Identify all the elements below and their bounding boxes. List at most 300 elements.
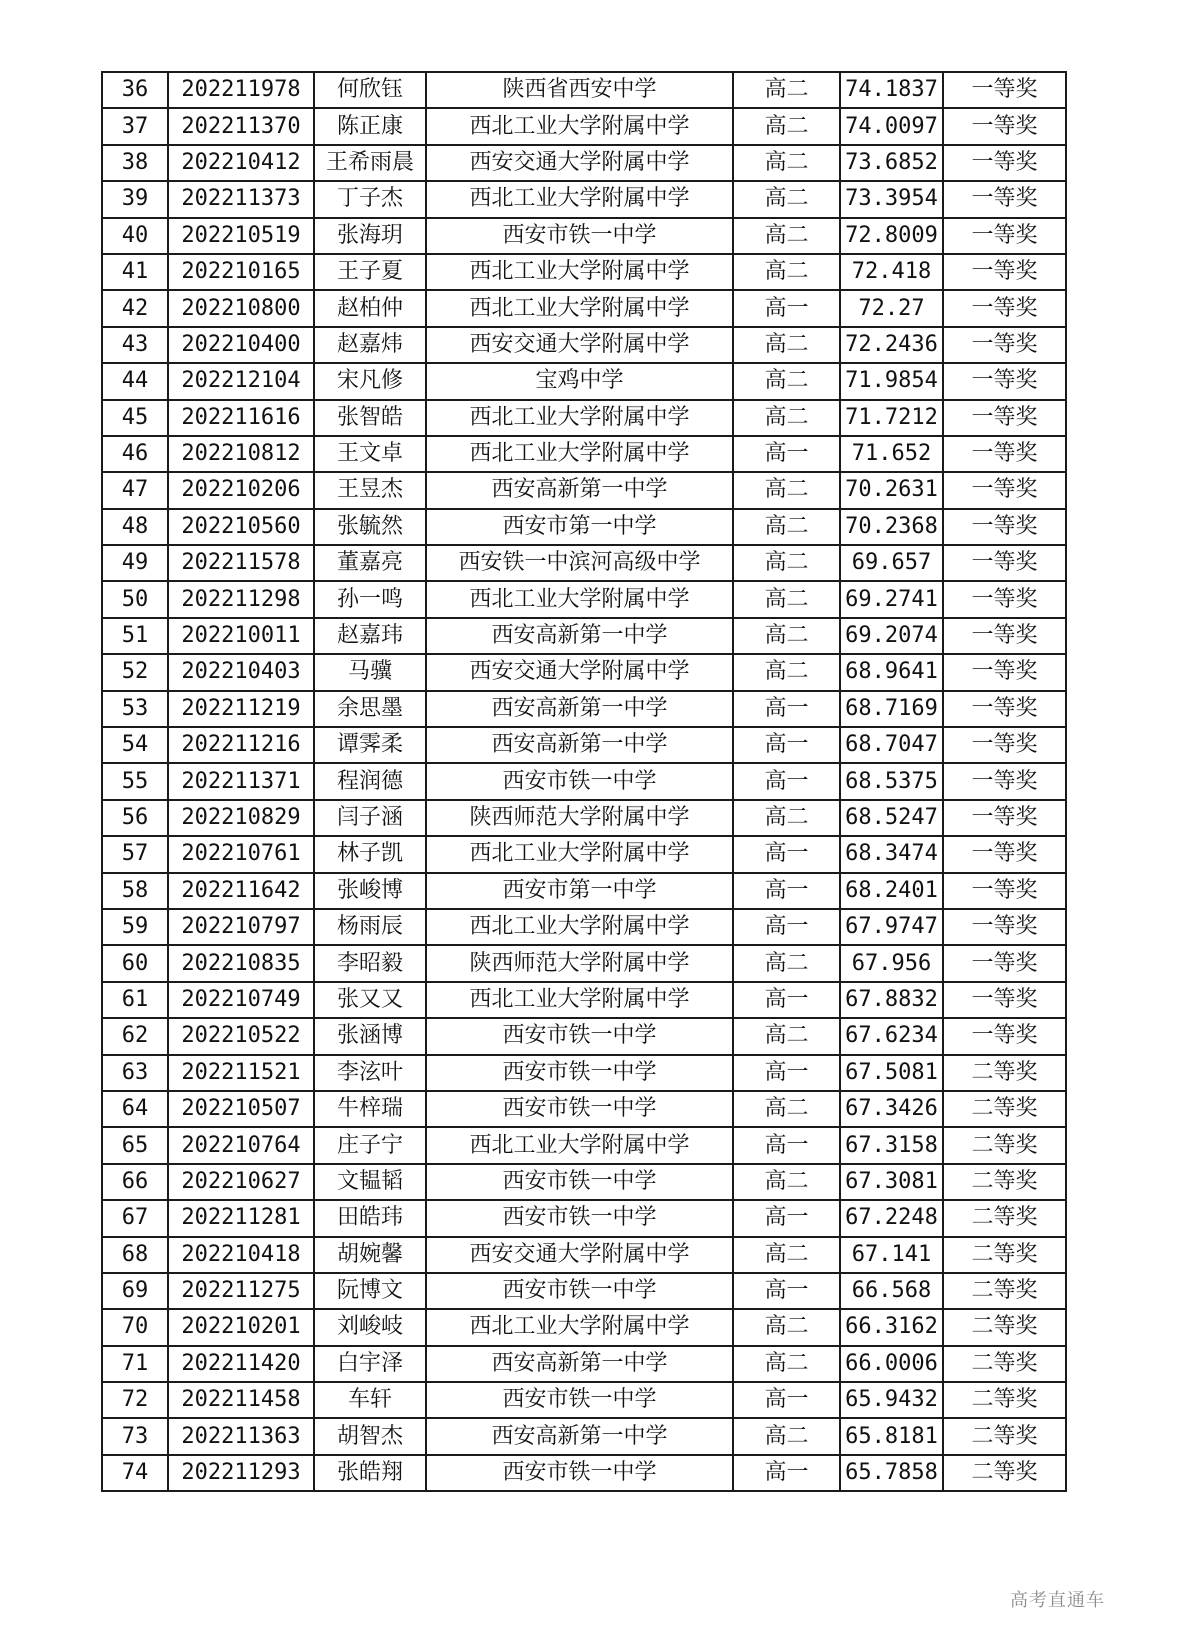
cell-school: 西安市铁一中学 — [426, 1455, 733, 1491]
cell-score: 68.7169 — [840, 691, 943, 727]
cell-school: 西北工业大学附属中学 — [426, 181, 733, 217]
table-row — [102, 618, 1066, 654]
cell-student-id: 202211370 — [168, 108, 314, 144]
cell-student-id: 202211978 — [168, 72, 314, 108]
cell-student-id: 202210400 — [168, 327, 314, 363]
cell-name: 闫子涵 — [314, 800, 426, 836]
cell-name: 王昱杰 — [314, 472, 426, 508]
cell-school: 西安高新第一中学 — [426, 1346, 733, 1382]
cell-grade: 高一 — [733, 1455, 840, 1491]
cell-score: 68.5375 — [840, 763, 943, 799]
cell-school: 西安市铁一中学 — [426, 1164, 733, 1200]
cell-student-id: 202211281 — [168, 1200, 314, 1236]
cell-index: 70 — [102, 1309, 168, 1345]
cell-score: 67.3426 — [840, 1091, 943, 1127]
cell-student-id: 202211420 — [168, 1346, 314, 1382]
cell-score: 68.3474 — [840, 836, 943, 872]
cell-grade: 高二 — [733, 618, 840, 654]
cell-student-id: 202211216 — [168, 727, 314, 763]
cell-index: 65 — [102, 1127, 168, 1163]
table-row — [102, 108, 1066, 144]
cell-score: 65.9432 — [840, 1382, 943, 1418]
table-row — [102, 873, 1066, 909]
cell-grade: 高一 — [733, 982, 840, 1018]
source-watermark: 高考直通车 — [1010, 1590, 1105, 1611]
cell-student-id: 202210797 — [168, 909, 314, 945]
cell-index: 72 — [102, 1382, 168, 1418]
cell-index: 59 — [102, 909, 168, 945]
cell-award: 一等奖 — [943, 1018, 1066, 1054]
cell-score: 67.9747 — [840, 909, 943, 945]
cell-award: 一等奖 — [943, 982, 1066, 1018]
cell-score: 74.0097 — [840, 108, 943, 144]
table-row — [102, 1346, 1066, 1382]
cell-name: 张涵博 — [314, 1018, 426, 1054]
cell-name: 张又又 — [314, 982, 426, 1018]
cell-index: 73 — [102, 1418, 168, 1454]
cell-award: 一等奖 — [943, 581, 1066, 617]
cell-school: 西北工业大学附属中学 — [426, 108, 733, 144]
cell-name: 何欣钰 — [314, 72, 426, 108]
cell-school: 西安市铁一中学 — [426, 1273, 733, 1309]
cell-award: 一等奖 — [943, 545, 1066, 581]
cell-grade: 高二 — [733, 1309, 840, 1345]
table-row — [102, 909, 1066, 945]
cell-student-id: 202210165 — [168, 254, 314, 290]
cell-school: 西北工业大学附属中学 — [426, 254, 733, 290]
cell-school: 西安高新第一中学 — [426, 691, 733, 727]
table-row — [102, 1273, 1066, 1309]
cell-index: 43 — [102, 327, 168, 363]
cell-score: 67.2248 — [840, 1200, 943, 1236]
cell-school: 西安交通大学附属中学 — [426, 145, 733, 181]
cell-school: 西安市铁一中学 — [426, 218, 733, 254]
cell-award: 一等奖 — [943, 218, 1066, 254]
cell-index: 52 — [102, 654, 168, 690]
cell-school: 西安高新第一中学 — [426, 727, 733, 763]
table-row — [102, 436, 1066, 472]
cell-award: 二等奖 — [943, 1091, 1066, 1127]
cell-name: 赵柏仲 — [314, 290, 426, 326]
cell-name: 白宇泽 — [314, 1346, 426, 1382]
cell-score: 71.9854 — [840, 363, 943, 399]
cell-student-id: 202210560 — [168, 509, 314, 545]
cell-name: 李昭毅 — [314, 945, 426, 981]
cell-name: 文韫韬 — [314, 1164, 426, 1200]
cell-grade: 高一 — [733, 1382, 840, 1418]
cell-grade: 高一 — [733, 290, 840, 326]
cell-student-id: 202211642 — [168, 873, 314, 909]
cell-school: 西北工业大学附属中学 — [426, 982, 733, 1018]
cell-grade: 高一 — [733, 1055, 840, 1091]
cell-name: 宋凡修 — [314, 363, 426, 399]
cell-grade: 高二 — [733, 363, 840, 399]
cell-score: 73.6852 — [840, 145, 943, 181]
cell-name: 车轩 — [314, 1382, 426, 1418]
cell-student-id: 202210800 — [168, 290, 314, 326]
cell-student-id: 202210011 — [168, 618, 314, 654]
cell-school: 西北工业大学附属中学 — [426, 290, 733, 326]
cell-student-id: 202212104 — [168, 363, 314, 399]
cell-award: 一等奖 — [943, 836, 1066, 872]
table-row — [102, 145, 1066, 181]
cell-school: 西北工业大学附属中学 — [426, 1309, 733, 1345]
cell-student-id: 202210519 — [168, 218, 314, 254]
cell-school: 西安交通大学附属中学 — [426, 327, 733, 363]
cell-name: 孙一鸣 — [314, 581, 426, 617]
cell-grade: 高二 — [733, 218, 840, 254]
cell-score: 73.3954 — [840, 181, 943, 217]
cell-score: 70.2631 — [840, 472, 943, 508]
table-row — [102, 1418, 1066, 1454]
cell-index: 60 — [102, 945, 168, 981]
table-row — [102, 581, 1066, 617]
cell-school: 西北工业大学附属中学 — [426, 400, 733, 436]
cell-school: 西安市第一中学 — [426, 873, 733, 909]
cell-score: 69.2741 — [840, 581, 943, 617]
cell-award: 一等奖 — [943, 72, 1066, 108]
cell-score: 74.1837 — [840, 72, 943, 108]
cell-student-id: 202210403 — [168, 654, 314, 690]
cell-award: 二等奖 — [943, 1346, 1066, 1382]
cell-school: 西安高新第一中学 — [426, 472, 733, 508]
cell-award: 一等奖 — [943, 290, 1066, 326]
cell-index: 68 — [102, 1237, 168, 1273]
cell-index: 46 — [102, 436, 168, 472]
table-row — [102, 545, 1066, 581]
cell-award: 二等奖 — [943, 1418, 1066, 1454]
cell-grade: 高一 — [733, 763, 840, 799]
cell-name: 赵嘉炜 — [314, 327, 426, 363]
cell-name: 王希雨晨 — [314, 145, 426, 181]
cell-award: 一等奖 — [943, 873, 1066, 909]
table-row — [102, 400, 1066, 436]
cell-index: 62 — [102, 1018, 168, 1054]
cell-grade: 高一 — [733, 727, 840, 763]
cell-grade: 高二 — [733, 1018, 840, 1054]
table-row — [102, 836, 1066, 872]
cell-award: 一等奖 — [943, 800, 1066, 836]
table-row — [102, 254, 1066, 290]
cell-grade: 高一 — [733, 836, 840, 872]
cell-score: 72.8009 — [840, 218, 943, 254]
cell-grade: 高二 — [733, 472, 840, 508]
cell-index: 45 — [102, 400, 168, 436]
table-row — [102, 218, 1066, 254]
cell-score: 67.3081 — [840, 1164, 943, 1200]
cell-school: 宝鸡中学 — [426, 363, 733, 399]
cell-student-id: 202210764 — [168, 1127, 314, 1163]
cell-award: 一等奖 — [943, 363, 1066, 399]
cell-index: 49 — [102, 545, 168, 581]
cell-school: 西北工业大学附属中学 — [426, 1127, 733, 1163]
cell-score: 71.7212 — [840, 400, 943, 436]
table-row — [102, 691, 1066, 727]
table-row — [102, 1237, 1066, 1273]
cell-student-id: 202211275 — [168, 1273, 314, 1309]
cell-award: 一等奖 — [943, 727, 1066, 763]
cell-award: 一等奖 — [943, 327, 1066, 363]
cell-school: 西北工业大学附属中学 — [426, 581, 733, 617]
cell-index: 64 — [102, 1091, 168, 1127]
table-row — [102, 72, 1066, 108]
table-row — [102, 1091, 1066, 1127]
cell-award: 二等奖 — [943, 1309, 1066, 1345]
table-row — [102, 763, 1066, 799]
cell-award: 一等奖 — [943, 691, 1066, 727]
cell-school: 西北工业大学附属中学 — [426, 909, 733, 945]
cell-name: 丁子杰 — [314, 181, 426, 217]
table-row — [102, 800, 1066, 836]
cell-index: 39 — [102, 181, 168, 217]
cell-grade: 高一 — [733, 1273, 840, 1309]
cell-name: 谭霁柔 — [314, 727, 426, 763]
cell-award: 二等奖 — [943, 1237, 1066, 1273]
cell-school: 西安市铁一中学 — [426, 1091, 733, 1127]
cell-name: 张皓翔 — [314, 1455, 426, 1491]
cell-index: 55 — [102, 763, 168, 799]
cell-index: 74 — [102, 1455, 168, 1491]
cell-student-id: 202211616 — [168, 400, 314, 436]
cell-score: 67.8832 — [840, 982, 943, 1018]
cell-index: 47 — [102, 472, 168, 508]
cell-school: 西安高新第一中学 — [426, 618, 733, 654]
cell-score: 71.652 — [840, 436, 943, 472]
cell-score: 67.5081 — [840, 1055, 943, 1091]
cell-school: 陕西省西安中学 — [426, 72, 733, 108]
cell-award: 二等奖 — [943, 1200, 1066, 1236]
cell-name: 杨雨辰 — [314, 909, 426, 945]
cell-award: 一等奖 — [943, 400, 1066, 436]
cell-index: 50 — [102, 581, 168, 617]
cell-school: 西安高新第一中学 — [426, 1418, 733, 1454]
cell-award: 一等奖 — [943, 472, 1066, 508]
table-row — [102, 1018, 1066, 1054]
cell-index: 40 — [102, 218, 168, 254]
cell-student-id: 202210507 — [168, 1091, 314, 1127]
cell-index: 36 — [102, 72, 168, 108]
cell-index: 53 — [102, 691, 168, 727]
cell-student-id: 202211521 — [168, 1055, 314, 1091]
cell-score: 68.2401 — [840, 873, 943, 909]
cell-school: 西安市铁一中学 — [426, 1382, 733, 1418]
table-row — [102, 363, 1066, 399]
cell-index: 63 — [102, 1055, 168, 1091]
cell-student-id: 202210835 — [168, 945, 314, 981]
table-row — [102, 327, 1066, 363]
cell-index: 44 — [102, 363, 168, 399]
cell-grade: 高一 — [733, 691, 840, 727]
cell-award: 一等奖 — [943, 254, 1066, 290]
cell-award: 二等奖 — [943, 1055, 1066, 1091]
cell-award: 一等奖 — [943, 763, 1066, 799]
table-row — [102, 509, 1066, 545]
cell-award: 一等奖 — [943, 509, 1066, 545]
cell-index: 54 — [102, 727, 168, 763]
cell-grade: 高二 — [733, 581, 840, 617]
cell-award: 一等奖 — [943, 945, 1066, 981]
cell-school: 陕西师范大学附属中学 — [426, 945, 733, 981]
cell-student-id: 202210201 — [168, 1309, 314, 1345]
cell-student-id: 202211373 — [168, 181, 314, 217]
cell-student-id: 202210418 — [168, 1237, 314, 1273]
cell-index: 37 — [102, 108, 168, 144]
cell-school: 西安市铁一中学 — [426, 1055, 733, 1091]
table-row — [102, 1455, 1066, 1491]
cell-name: 牛梓瑞 — [314, 1091, 426, 1127]
cell-score: 72.27 — [840, 290, 943, 326]
table-row — [102, 472, 1066, 508]
cell-grade: 高二 — [733, 800, 840, 836]
cell-index: 69 — [102, 1273, 168, 1309]
cell-grade: 高二 — [733, 327, 840, 363]
cell-award: 一等奖 — [943, 909, 1066, 945]
cell-name: 王子夏 — [314, 254, 426, 290]
cell-award: 一等奖 — [943, 181, 1066, 217]
cell-grade: 高二 — [733, 545, 840, 581]
cell-student-id: 202211578 — [168, 545, 314, 581]
cell-index: 56 — [102, 800, 168, 836]
cell-school: 陕西师范大学附属中学 — [426, 800, 733, 836]
cell-score: 68.7047 — [840, 727, 943, 763]
results-table — [101, 71, 1067, 1492]
cell-student-id: 202210206 — [168, 472, 314, 508]
table-row — [102, 1309, 1066, 1345]
cell-name: 田皓玮 — [314, 1200, 426, 1236]
cell-student-id: 202211298 — [168, 581, 314, 617]
cell-score: 70.2368 — [840, 509, 943, 545]
cell-grade: 高二 — [733, 1164, 840, 1200]
table-row — [102, 1382, 1066, 1418]
cell-score: 67.6234 — [840, 1018, 943, 1054]
cell-award: 一等奖 — [943, 436, 1066, 472]
table-row — [102, 727, 1066, 763]
cell-score: 66.0006 — [840, 1346, 943, 1382]
results-table-body — [102, 72, 1066, 1491]
cell-grade: 高一 — [733, 909, 840, 945]
cell-student-id: 202210749 — [168, 982, 314, 1018]
cell-name: 阮博文 — [314, 1273, 426, 1309]
table-row — [102, 1127, 1066, 1163]
cell-name: 张海玥 — [314, 218, 426, 254]
cell-grade: 高二 — [733, 145, 840, 181]
cell-name: 马骥 — [314, 654, 426, 690]
cell-grade: 高一 — [733, 1200, 840, 1236]
cell-grade: 高二 — [733, 181, 840, 217]
cell-school: 西北工业大学附属中学 — [426, 436, 733, 472]
cell-score: 68.9641 — [840, 654, 943, 690]
cell-student-id: 202210829 — [168, 800, 314, 836]
cell-score: 65.7858 — [840, 1455, 943, 1491]
cell-name: 王文卓 — [314, 436, 426, 472]
cell-index: 38 — [102, 145, 168, 181]
cell-name: 赵嘉玮 — [314, 618, 426, 654]
cell-award: 二等奖 — [943, 1273, 1066, 1309]
table-row — [102, 982, 1066, 1018]
cell-index: 67 — [102, 1200, 168, 1236]
cell-index: 58 — [102, 873, 168, 909]
cell-student-id: 202210412 — [168, 145, 314, 181]
cell-score: 67.956 — [840, 945, 943, 981]
cell-grade: 高二 — [733, 1418, 840, 1454]
cell-school: 西安市铁一中学 — [426, 763, 733, 799]
cell-award: 二等奖 — [943, 1127, 1066, 1163]
cell-award: 一等奖 — [943, 145, 1066, 181]
cell-grade: 高二 — [733, 945, 840, 981]
cell-award: 一等奖 — [943, 618, 1066, 654]
table-row — [102, 181, 1066, 217]
cell-name: 胡婉馨 — [314, 1237, 426, 1273]
cell-award: 二等奖 — [943, 1455, 1066, 1491]
cell-student-id: 202210522 — [168, 1018, 314, 1054]
cell-score: 65.8181 — [840, 1418, 943, 1454]
cell-name: 张毓然 — [314, 509, 426, 545]
cell-name: 刘峻岐 — [314, 1309, 426, 1345]
cell-grade: 高二 — [733, 509, 840, 545]
cell-school: 西安市铁一中学 — [426, 1200, 733, 1236]
cell-score: 66.568 — [840, 1273, 943, 1309]
cell-grade: 高二 — [733, 254, 840, 290]
table-row — [102, 654, 1066, 690]
cell-name: 张智皓 — [314, 400, 426, 436]
cell-award: 一等奖 — [943, 654, 1066, 690]
cell-score: 72.2436 — [840, 327, 943, 363]
cell-name: 林子凯 — [314, 836, 426, 872]
cell-score: 69.657 — [840, 545, 943, 581]
cell-index: 41 — [102, 254, 168, 290]
table-row — [102, 945, 1066, 981]
cell-student-id: 202210812 — [168, 436, 314, 472]
cell-name: 董嘉亮 — [314, 545, 426, 581]
cell-school: 西安交通大学附属中学 — [426, 654, 733, 690]
cell-school: 西安市第一中学 — [426, 509, 733, 545]
table-row — [102, 290, 1066, 326]
cell-score: 67.3158 — [840, 1127, 943, 1163]
cell-index: 61 — [102, 982, 168, 1018]
cell-grade: 高二 — [733, 1346, 840, 1382]
cell-grade: 高二 — [733, 108, 840, 144]
table-row — [102, 1055, 1066, 1091]
cell-score: 66.3162 — [840, 1309, 943, 1345]
cell-index: 51 — [102, 618, 168, 654]
cell-school: 西安铁一中滨河高级中学 — [426, 545, 733, 581]
cell-school: 西安交通大学附属中学 — [426, 1237, 733, 1273]
table-row — [102, 1164, 1066, 1200]
cell-grade: 高一 — [733, 1127, 840, 1163]
cell-student-id: 202210627 — [168, 1164, 314, 1200]
cell-student-id: 202211219 — [168, 691, 314, 727]
cell-student-id: 202211371 — [168, 763, 314, 799]
cell-award: 一等奖 — [943, 108, 1066, 144]
cell-index: 66 — [102, 1164, 168, 1200]
cell-grade: 高一 — [733, 873, 840, 909]
cell-name: 余思墨 — [314, 691, 426, 727]
cell-grade: 高二 — [733, 654, 840, 690]
cell-score: 69.2074 — [840, 618, 943, 654]
cell-grade: 高一 — [733, 436, 840, 472]
cell-student-id: 202211293 — [168, 1455, 314, 1491]
cell-grade: 高二 — [733, 1237, 840, 1273]
cell-school: 西北工业大学附属中学 — [426, 836, 733, 872]
cell-grade: 高二 — [733, 400, 840, 436]
cell-name: 程润德 — [314, 763, 426, 799]
cell-index: 71 — [102, 1346, 168, 1382]
cell-index: 42 — [102, 290, 168, 326]
table-row — [102, 1200, 1066, 1236]
cell-name: 胡智杰 — [314, 1418, 426, 1454]
cell-grade: 高二 — [733, 1091, 840, 1127]
cell-grade: 高二 — [733, 72, 840, 108]
